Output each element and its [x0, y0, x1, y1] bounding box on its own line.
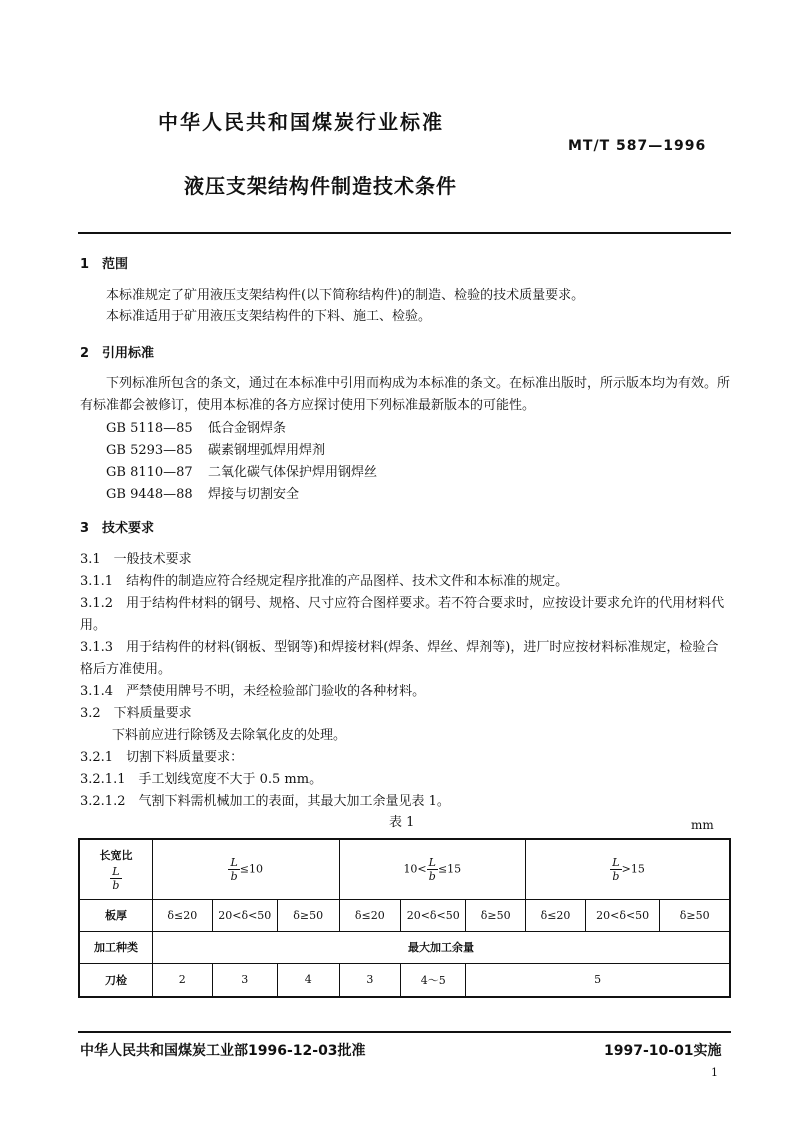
clause-3-2-1: 3.2.1 切割下料质量要求：	[80, 750, 244, 765]
ref-code-1: GB 5118—85	[106, 421, 193, 436]
clause-3-1-3: 3.1.3 用于结构件的材料(钢板、型钢等)和焊接材料(焊条、焊丝、焊剂等)，进厂时应按材料标准规定，检验合格后方准使用。	[80, 640, 719, 677]
thickness-cell: δ≥50	[277, 899, 339, 931]
clause-3-2-1-1: 3.2.1.1 手工划线宽度不大于 0.5 mm。	[80, 772, 323, 787]
ref-code-4: GB 9448—88	[106, 487, 193, 502]
thickness-cell: δ≤20	[339, 899, 401, 931]
table-thickness-row	[79, 899, 730, 931]
header-rule	[78, 232, 731, 234]
process-label: 加工种类	[79, 931, 152, 963]
table-ratio-row	[79, 839, 730, 899]
clause-3-2-1-2: 3.2.1.2 气割下料需机械加工的表面，其最大加工余量见表 1。	[80, 794, 450, 809]
clause-3-1-1: 3.1.1 结构件的制造应符合经规定程序批准的产品图样、技术文件和本标准的规定。	[80, 574, 569, 589]
frac-numerator: L	[230, 855, 238, 869]
frac-denominator: b	[612, 869, 620, 883]
page-number: 1	[711, 1066, 718, 1079]
knife-cell: 5	[466, 963, 730, 997]
section-1-heading: 1 范围	[80, 257, 129, 272]
ref-name-4: 焊接与切割安全	[208, 487, 300, 502]
table-process-row	[79, 931, 730, 963]
ratio-group-2	[339, 839, 526, 899]
section-2-heading: 2 引用标准	[80, 346, 155, 361]
ref-name-2: 碳素钢埋弧焊用焊剂	[208, 443, 326, 458]
ratio-header-cell	[79, 839, 152, 899]
ref-code-2: GB 5293—85	[106, 443, 193, 458]
frac-denominator: b	[112, 878, 120, 892]
section-1-para-1: 本标准规定了矿用液压支架结构件(以下简称结构件)的制造、检验的技术质量要求。	[106, 288, 585, 303]
clause-3-1-2: 3.1.2 用于结构件材料的钢号、规格、尺寸应符合图样要求。若不符合要求时，应按设计要求允许的代用材料代用。	[80, 596, 725, 633]
ratio-label: 长宽比	[99, 848, 133, 862]
thickness-cell: 20<δ<50	[212, 899, 277, 931]
frac-numerator: L	[428, 855, 436, 869]
ref-name-1: 低合金钢焊条	[208, 421, 287, 436]
thickness-cell: δ≥50	[466, 899, 526, 931]
thickness-cell: 20<δ<50	[585, 899, 659, 931]
clause-3-1: 3.1 一般技术要求	[80, 552, 192, 567]
group2-condition: ≤15	[437, 862, 462, 876]
ratio-group-3	[526, 839, 730, 899]
effective-date: 1997-10-01实施	[604, 1043, 722, 1059]
knife-cell: 4～5	[401, 963, 466, 997]
knife-cell: 3	[339, 963, 401, 997]
table-caption: 表 1	[389, 815, 415, 830]
approval-line: 中华人民共和国煤炭工业部1996-12-03批准	[80, 1043, 366, 1059]
frac-numerator: L	[112, 864, 120, 878]
table-knife-row	[79, 963, 730, 997]
knife-cell: 2	[152, 963, 212, 997]
allowance-label: 最大加工余量	[152, 931, 730, 963]
knife-label: 刀检	[79, 963, 152, 997]
group2-prefix: 10<	[403, 862, 427, 876]
frac-numerator: L	[612, 855, 620, 869]
group1-fraction	[228, 856, 239, 883]
section-1-para-2: 本标准适用于矿用液压支架结构件的下料、施工、检验。	[106, 309, 432, 324]
allowance-table	[78, 838, 731, 998]
issuing-org: 中华人民共和国煤炭行业标准	[158, 110, 444, 134]
footer-rule	[78, 1031, 731, 1033]
section-3-heading: 3 技术要求	[80, 521, 155, 536]
table-unit: mm	[691, 818, 714, 832]
ref-name-3: 二氧化碳气体保护焊用钢焊丝	[208, 465, 378, 480]
clause-3-2-para: 下料前应进行除锈及去除氧化皮的处理。	[112, 728, 347, 743]
thickness-label: 板厚	[79, 899, 152, 931]
frac-denominator: b	[230, 869, 238, 883]
frac-denominator: b	[428, 869, 436, 883]
ratio-fraction	[110, 865, 121, 892]
document-title: 液压支架结构件制造技术条件	[184, 174, 457, 198]
ref-code-3: GB 8110—87	[106, 465, 193, 480]
clause-3-1-4: 3.1.4 严禁使用牌号不明，未经检验部门验收的各种材料。	[80, 684, 426, 699]
thickness-cell: δ≤20	[152, 899, 212, 931]
standard-code: MT/T 587—1996	[568, 138, 707, 154]
group1-condition: ≤10	[239, 862, 263, 876]
thickness-cell: δ≥50	[660, 899, 730, 931]
thickness-cell: δ≤20	[526, 899, 586, 931]
knife-cell: 3	[212, 963, 277, 997]
group2-fraction	[427, 856, 438, 883]
group3-fraction	[610, 856, 621, 883]
section-2-para-1: 下列标准所包含的条文，通过在本标准中引用而构成为本标准的条文。在标准出版时，所示版本均为有效。所有标准都会被修订，使用本标准的各方应探讨使用下列标准最新版本的可能性。	[80, 376, 731, 413]
clause-3-2: 3.2 下料质量要求	[80, 706, 192, 721]
group3-condition: >15	[621, 862, 645, 876]
ratio-group-1	[152, 839, 339, 899]
thickness-cell: 20<δ<50	[401, 899, 466, 931]
knife-cell: 4	[277, 963, 339, 997]
